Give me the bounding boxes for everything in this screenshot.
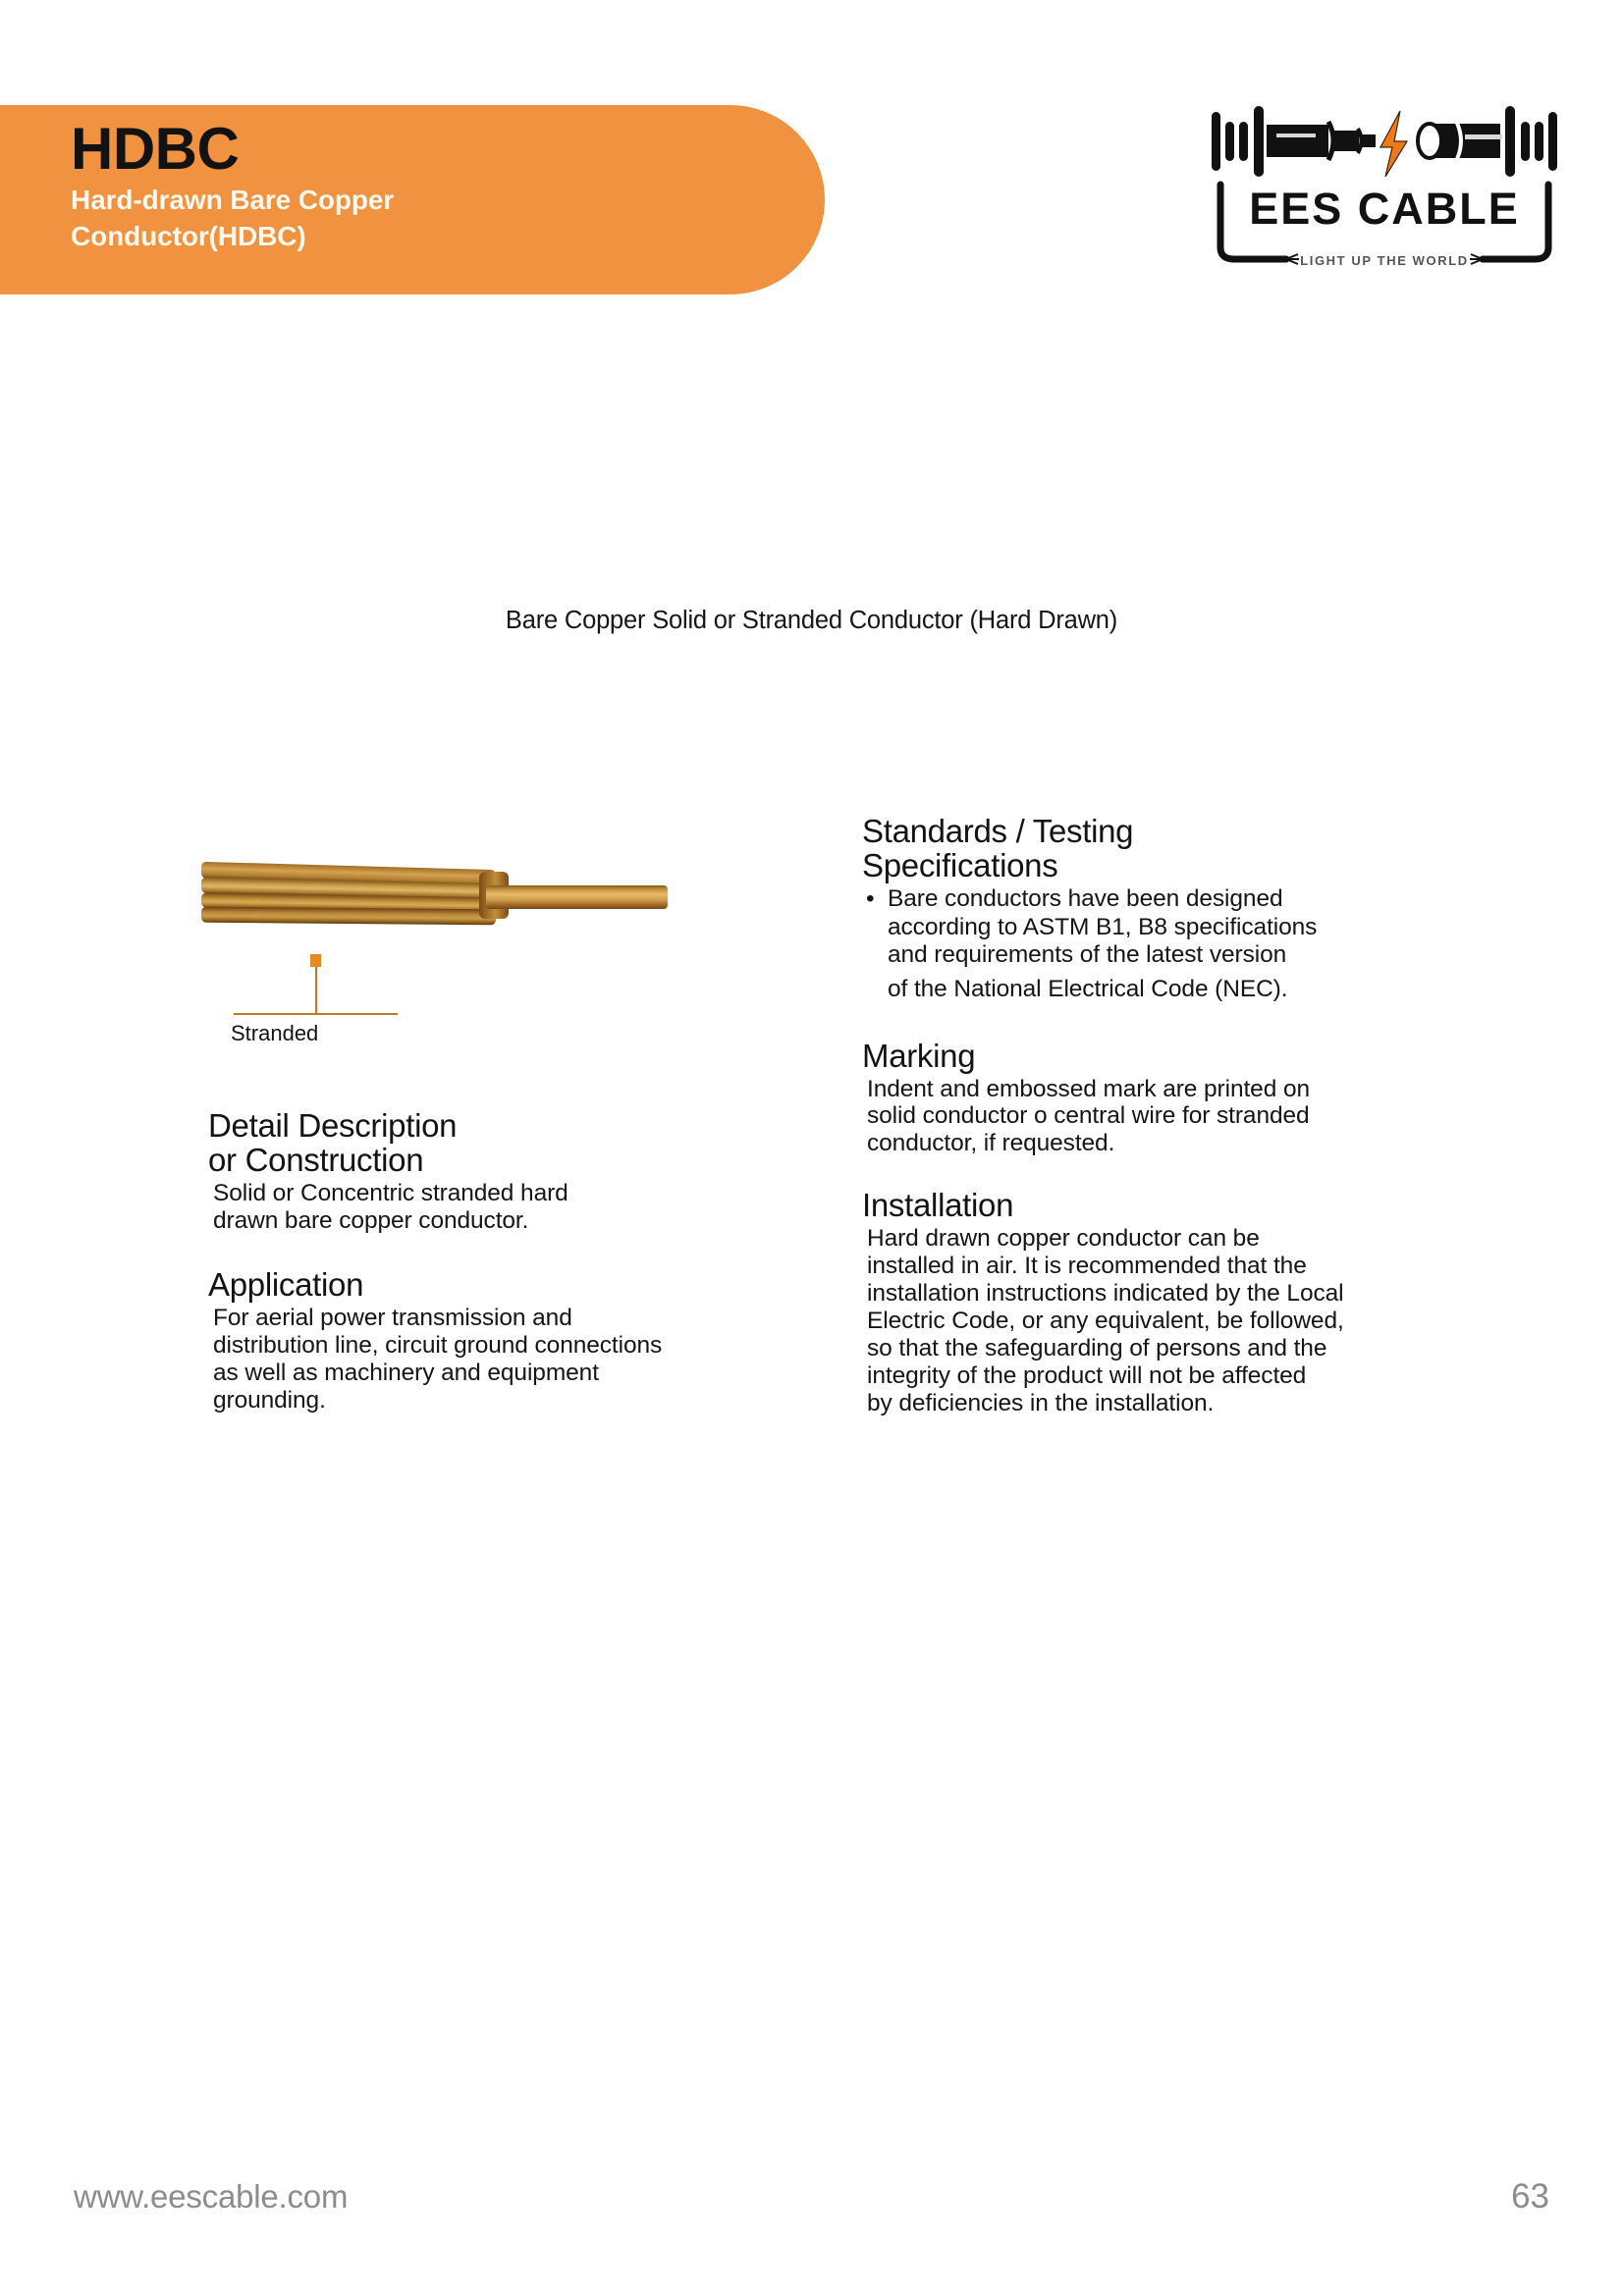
product-figure: [201, 864, 682, 1045]
callout-label: Stranded: [231, 1021, 319, 1045]
body-line-3: installation instructions indicated by the Local: [867, 1280, 1344, 1308]
bullet-dot-icon: •: [866, 884, 875, 912]
brand-wordmark: EES CABLE: [1249, 184, 1520, 234]
heading-line-1: Standards / Testing: [862, 813, 1134, 849]
section-body-installation: [862, 1225, 1490, 1416]
conductor-callout: [201, 933, 666, 1045]
right-plug-icon: [1418, 121, 1502, 161]
product-subtitle-line-1: Hard-drawn Bare Copper: [71, 185, 395, 216]
heading-line-2: or Construction: [208, 1141, 424, 1178]
body-line-4: of the National Electrical Code (NEC).: [888, 975, 1288, 1002]
heading-line-1: Detail Description: [208, 1107, 458, 1144]
brand-logo: [1208, 98, 1561, 294]
left-plug-icon: [1267, 122, 1376, 160]
header-banner: [0, 105, 825, 294]
body-line-1: Bare conductors have been designed: [888, 884, 1283, 912]
section-heading-application: Application: [208, 1265, 364, 1303]
section-body-detail-description: [208, 1180, 797, 1235]
section-standards-testing: [862, 815, 1490, 1004]
body-line-3: conductor, if requested.: [867, 1130, 1115, 1157]
section-heading-marking: Marking: [862, 1037, 976, 1074]
callout-marker-icon: [310, 954, 321, 967]
callout-leader-line: [315, 967, 317, 1014]
page-number: 63: [1511, 2177, 1549, 2216]
body-line-1: Hard drawn copper conductor can be: [867, 1225, 1260, 1253]
body-line-1: Indent and embossed mark are printed on: [867, 1075, 1310, 1102]
page-footer: [74, 2177, 1549, 2216]
body-line-3: as well as machinery and equipment: [213, 1359, 599, 1386]
right-rib-group: [1505, 106, 1557, 177]
left-content-column: [208, 1109, 797, 1443]
section-body-marking: [862, 1076, 1490, 1158]
product-subtitle-line-2: Conductor(HDBC): [71, 220, 306, 251]
body-line-2: solid conductor o central wire for stranded: [867, 1102, 1310, 1130]
footer-website-link[interactable]: www.eescable.com: [74, 2178, 349, 2215]
body-line-4: Electric Code, or any equivalent, be followed,: [867, 1308, 1344, 1335]
section-detail-description: [208, 1109, 797, 1235]
body-line-5: so that the safeguarding of persons and the: [867, 1334, 1327, 1362]
section-application: [208, 1265, 797, 1415]
body-line-4: grounding.: [213, 1386, 326, 1414]
conductor-strand: [201, 907, 496, 926]
body-line-2: drawn bare copper conductor.: [213, 1206, 529, 1234]
product-code-title: HDBC: [71, 116, 240, 182]
heading-line-2: Specifications: [862, 846, 1058, 883]
list-item: [862, 885, 1490, 1004]
callout-underline: [234, 1013, 398, 1015]
section-heading-standards-testing: [862, 815, 1490, 883]
body-line-3: and requirements of the latest version: [888, 941, 1287, 969]
wire-strand-icon-left: [1286, 254, 1299, 264]
body-line-2: distribution line, circuit ground connections: [213, 1331, 663, 1359]
body-line-1: Solid or Concentric stranded hard: [213, 1179, 568, 1206]
section-heading-detail-description: [208, 1109, 797, 1178]
brand-logo-graphic: [1208, 98, 1561, 294]
body-line-6: integrity of the product will not be affected: [867, 1362, 1307, 1389]
brand-tagline: LIGHT UP THE WORLD: [1300, 253, 1469, 268]
product-subtitle: [71, 183, 825, 254]
copper-conductor-image: [201, 864, 666, 933]
left-rib-group: [1212, 106, 1264, 177]
body-line-2: according to ASTM B1, B8 specifications: [888, 913, 1318, 940]
section-body-application: [208, 1305, 797, 1415]
conductor-solid-tail: [486, 885, 668, 909]
body-line-7: by deficiencies in the installation.: [867, 1389, 1215, 1416]
body-line-2: installed in air. It is recommended that the: [867, 1253, 1307, 1280]
wire-strand-icon-right: [1470, 254, 1483, 264]
section-heading-installation: Installation: [862, 1187, 1014, 1224]
product-caption: Bare Copper Solid or Stranded Conductor (Hard Drawn): [505, 607, 1118, 634]
body-line-1: For aerial power transmission and: [213, 1304, 572, 1331]
right-content-column: [862, 815, 1490, 1447]
lightning-bolt-icon: [1380, 111, 1407, 177]
standards-bullet-list: [862, 885, 1490, 1004]
section-installation: [862, 1189, 1490, 1416]
section-marking: [862, 1037, 1490, 1158]
